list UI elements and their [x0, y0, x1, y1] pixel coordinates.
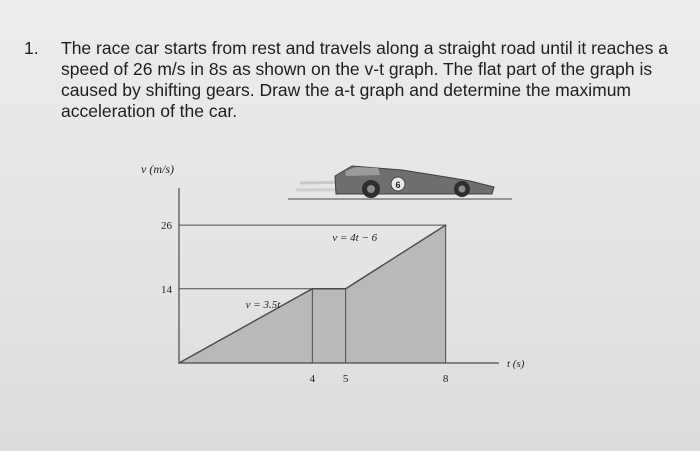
problem-line-1: The race car starts from rest and travels along a straight road until it reaches a: [61, 38, 668, 58]
annotation-segment-1: v = 3.5t: [245, 298, 281, 311]
problem-line-2: speed of 26 m/s in 8s as shown on the v-t graph. The flat part of the graph is: [61, 59, 653, 79]
annotation-segment-3: v = 4t − 6: [332, 232, 378, 245]
x-tick-label: 4: [309, 373, 316, 385]
data-point: [345, 288, 347, 290]
problem-line-3: caused by shifting gears. Draw the a-t graph and determine the maximum: [61, 80, 632, 100]
data-point: [445, 224, 447, 226]
data-point: [178, 362, 180, 364]
data-point: [312, 288, 314, 290]
y-tick-label: 26: [161, 220, 172, 233]
x-tick-label: 5: [342, 373, 349, 385]
y-tick-label: 14: [161, 283, 172, 296]
y-axis-label: v (m/s): [141, 162, 174, 176]
car-number: 6: [395, 180, 401, 190]
problem-line-4: acceleration of the car.: [61, 101, 238, 121]
problem-number: 1.: [24, 38, 39, 58]
x-axis-label: t (s): [507, 358, 525, 370]
x-tick-label: 8: [442, 373, 449, 385]
